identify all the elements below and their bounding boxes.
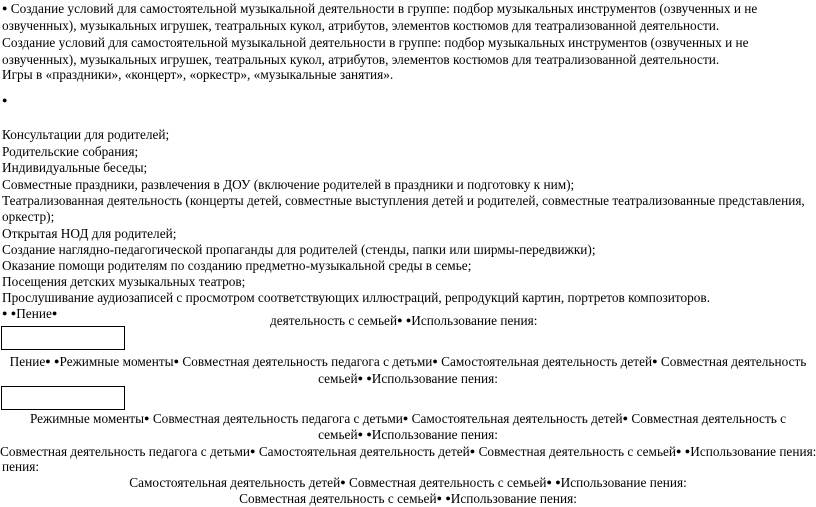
bullet-icon: ● [684, 446, 691, 456]
separator-bullet [0, 92, 816, 109]
empty-box [1, 386, 125, 410]
fragment-line: семьей● ●Использование пения: [318, 371, 498, 386]
bullet-icon: ● [469, 446, 476, 456]
bullet-icon: ● [51, 308, 58, 318]
fragment-line: ● ●Пение● [2, 306, 58, 321]
bullet-icon: ● [2, 308, 8, 318]
fragment-line: Совместная деятельность с семьей● ●Использование пения: [239, 491, 577, 506]
fragment-line: Режимные моменты● Совместная деятельность педагога с детьми● Самостоятельная деятельность детей● Совместная деятельность с [29, 411, 787, 426]
bullet-icon: ● [366, 373, 372, 383]
bullet-icon: ● [436, 493, 442, 503]
intro-line-1: ● Создание условий для самостоятельной музыкальной деятельности в группе: подбор музыкальных инструментов (озвученных и не [2, 1, 758, 16]
bullet-icon: ● [397, 315, 403, 325]
intro-line-2: озвученных), музыкальных игрушек, театральных кукол, атрибутов, элементов костюмов для театрализованной деятельности. [2, 18, 720, 33]
bullet-icon: ● [676, 446, 682, 456]
bullet-icon: ● [652, 356, 658, 366]
list-item: Открытая НОД для родителей; [2, 226, 177, 241]
list-item: Родительские собрания; [2, 144, 139, 159]
list-item: оркестр); [2, 209, 55, 224]
list-item: Прослушивание аудиозаписей с просмотром соответствующих иллюстраций, репродукций картин, портретов композиторов. [2, 290, 711, 305]
empty-box [1, 326, 125, 350]
list-item: Консультации для родителей; [2, 127, 170, 142]
bullet-icon: ● [250, 446, 256, 456]
fragment-line: деятельность с семьей● ●Использование пения: [270, 313, 538, 328]
bullet-icon: ● [45, 356, 51, 366]
bullet-icon: ● [340, 477, 346, 487]
bullet-icon: ● [366, 429, 372, 439]
intro-line-5: Игры в «праздники», «концерт», «оркестр», «музыкальные занятия». [2, 67, 394, 82]
bullet-icon: ● [173, 356, 180, 366]
list-item: Создание наглядно-педагогической пропаганды для родителей (стенды, папки или ширмы-передвижки); [2, 242, 596, 257]
fragment-line: Пение● ●Режимные моменты● Совместная деятельность педагога с детьми● Самостоятельная деятельность детей● Совместная деятельность [9, 354, 807, 369]
bullet-icon: ● [10, 308, 17, 318]
list-item: Посещения детских музыкальных театров; [2, 274, 246, 289]
bullet-icon: ● [357, 429, 363, 439]
bullet-icon: ● [2, 95, 8, 105]
bullet-icon: ● [622, 413, 629, 423]
fragment-line: Совместная деятельность педагога с детьми● Самостоятельная деятельность детей● Совместная деятельность с семьей● ●Использование пения: [0, 444, 816, 459]
fragment-line: семьей● ●Использование пения: [318, 427, 498, 442]
intro-line-3: Создание условий для самостоятельной музыкальной деятельности в группе: подбор музыкальных инструментов (озвученных и не [2, 35, 749, 50]
bullet-icon: ● [555, 477, 561, 487]
bullet-icon: ● [546, 477, 552, 487]
bullet-icon: ● [357, 373, 363, 383]
list-item: Оказание помощи родителям по созданию предметно-музыкальной среды в семье; [2, 258, 472, 273]
bullet-icon: ● [405, 315, 412, 325]
fragment-line: пения: [2, 459, 40, 474]
bullet-icon: ● [432, 356, 438, 366]
bullet-icon: ● [54, 356, 60, 366]
list-item: Театрализованная деятельность (концерты детей, совместные выступления детей и родителей, совместные театрализованные представления, [2, 193, 805, 208]
intro-line-4: озвученных), музыкальных игрушек, театральных кукол, атрибутов, элементов костюмов для театрализованной деятельности. [2, 52, 720, 67]
fragment-line: Самостоятельная деятельность детей● Совместная деятельность с семьей● ●Использование пения: [129, 475, 687, 490]
bullet-icon: ● [2, 3, 8, 13]
list-item: Совместные праздники, развлечения в ДОУ (включение родителей в праздники и подготовку к ним); [2, 177, 575, 192]
bullet-icon: ● [445, 493, 451, 503]
bullet-icon: ● [144, 413, 150, 423]
bullet-icon: ● [402, 413, 409, 423]
list-item: Индивидуальные беседы; [2, 160, 148, 175]
